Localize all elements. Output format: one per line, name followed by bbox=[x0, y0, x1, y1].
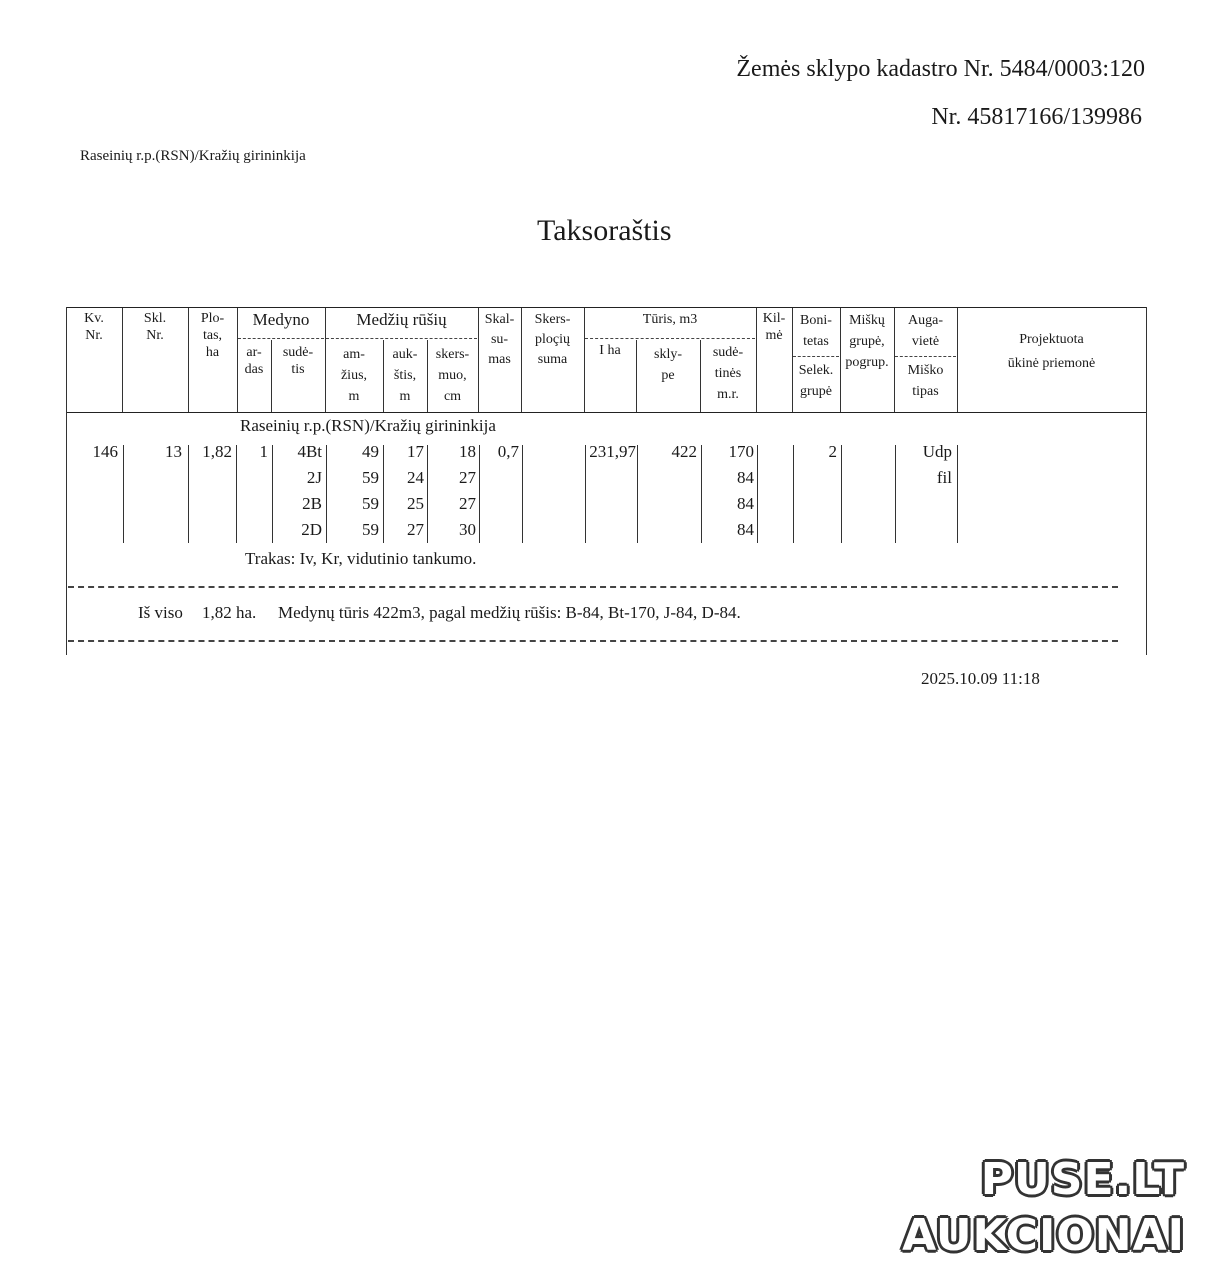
cell-sudetines: 84 bbox=[737, 468, 754, 487]
col-skalsumas: Skal- su- mas bbox=[484, 312, 515, 367]
col-skerspl-suma: Skers- ploçių suma bbox=[534, 312, 571, 367]
watermark-line1: PUSE.LT bbox=[980, 1154, 1185, 1205]
total-area: 1,82 ha. bbox=[202, 603, 257, 622]
cell-plotas: 1,82 bbox=[202, 442, 232, 461]
col-aukstis: auk- štis, m bbox=[392, 347, 418, 404]
cell-sudetis: 2B bbox=[302, 494, 322, 513]
cell-amzius: 49 bbox=[362, 442, 379, 461]
col-sudetis: sudė- tis bbox=[282, 345, 314, 377]
cell-sudetines: 170 bbox=[728, 442, 754, 461]
col-kv-nr: Kv. Nr. bbox=[84, 311, 104, 343]
page-title: Taksoraštis bbox=[537, 214, 672, 247]
col-ardas: ar- das bbox=[244, 345, 264, 377]
dashed-divider bbox=[68, 586, 1118, 588]
cell-sudetines: 84 bbox=[737, 494, 754, 513]
cell-sklype: 422 bbox=[671, 442, 697, 461]
cell-skersmuo: 27 bbox=[459, 468, 476, 487]
col-misko-tipas: Miško tipas bbox=[907, 363, 944, 399]
cell-amzius: 59 bbox=[362, 468, 379, 487]
trakas-note: Trakas: Iv, Kr, vidutinio tankumo. bbox=[245, 549, 477, 568]
col-sudetines: sudė- tinės m.r. bbox=[712, 345, 744, 402]
col-bonitetas: Boni- tetas bbox=[800, 313, 832, 349]
cell-sudetis: 2J bbox=[306, 468, 322, 487]
dashed-divider bbox=[68, 640, 1118, 642]
col-augaviete: Auga- vietė bbox=[908, 313, 943, 349]
cell-augaviete: Udp bbox=[922, 442, 952, 461]
col-medziu-rusiu: Medžių rūšių bbox=[356, 310, 447, 329]
watermark-line2: AUKCIONAI bbox=[902, 1210, 1185, 1261]
cell-turis-1ha: 231,97 bbox=[589, 442, 636, 461]
cell-misko-tipas: fil bbox=[936, 468, 952, 487]
cell-skl: 13 bbox=[165, 442, 182, 461]
section-label: Raseinių r.p.(RSN)/Kražių girininkija bbox=[240, 416, 496, 435]
cadastre-number: Žemės sklypo kadastro Nr. 5484/0003:120 bbox=[736, 56, 1145, 82]
col-misku-grupe: Miškų grupė, pogrup. bbox=[845, 313, 889, 370]
total-summary: Medynų tūris 422m3, pagal medžių rūšis: B-84, Bt-170, J-84, D-84. bbox=[278, 603, 741, 622]
cell-amzius: 59 bbox=[362, 494, 379, 513]
col-sklype: sklу- pe bbox=[654, 347, 682, 383]
cell-kv: 146 bbox=[92, 442, 118, 461]
col-kilme: Kil- mė bbox=[762, 311, 786, 343]
total-label: Iš viso bbox=[138, 603, 183, 622]
col-turis: Tūris, m3 bbox=[642, 312, 698, 327]
cell-sudetis: 2D bbox=[301, 520, 322, 539]
cell-ardas: 1 bbox=[259, 442, 268, 461]
cell-skersmuo: 27 bbox=[459, 494, 476, 513]
cell-amzius: 59 bbox=[362, 520, 379, 539]
col-amzius: am- žius, m bbox=[340, 347, 368, 404]
col-plotas: Plo- tas, ha bbox=[200, 311, 225, 360]
cell-aukstis: 27 bbox=[407, 520, 424, 539]
col-skersmuo: skers- muo, cm bbox=[435, 347, 470, 404]
forestry-name: Raseinių r.p.(RSN)/Kražių girininkija bbox=[80, 148, 306, 164]
col-selek-grupe: Selek. grupė bbox=[798, 363, 834, 399]
cell-sudetines: 84 bbox=[737, 520, 754, 539]
col-turis-1ha: I ha bbox=[599, 343, 621, 358]
col-medyno: Medyno bbox=[252, 310, 310, 329]
cell-sudetis: 4Bt bbox=[297, 442, 322, 461]
col-projektuota: Projektuota ūkinė priemonė bbox=[1007, 332, 1096, 371]
cell-bonitetas: 2 bbox=[828, 442, 837, 461]
document-number: Nr. 45817166/139986 bbox=[931, 104, 1142, 130]
cell-aukstis: 25 bbox=[407, 494, 424, 513]
cell-aukstis: 17 bbox=[407, 442, 424, 461]
cell-skalsumas: 0,7 bbox=[497, 442, 519, 461]
cell-skersmuo: 18 bbox=[459, 442, 476, 461]
col-skl-nr: Skl. Nr. bbox=[143, 311, 167, 343]
cell-aukstis: 24 bbox=[407, 468, 424, 487]
timestamp: 2025.10.09 11:18 bbox=[921, 669, 1040, 688]
cell-skersmuo: 30 bbox=[459, 520, 476, 539]
